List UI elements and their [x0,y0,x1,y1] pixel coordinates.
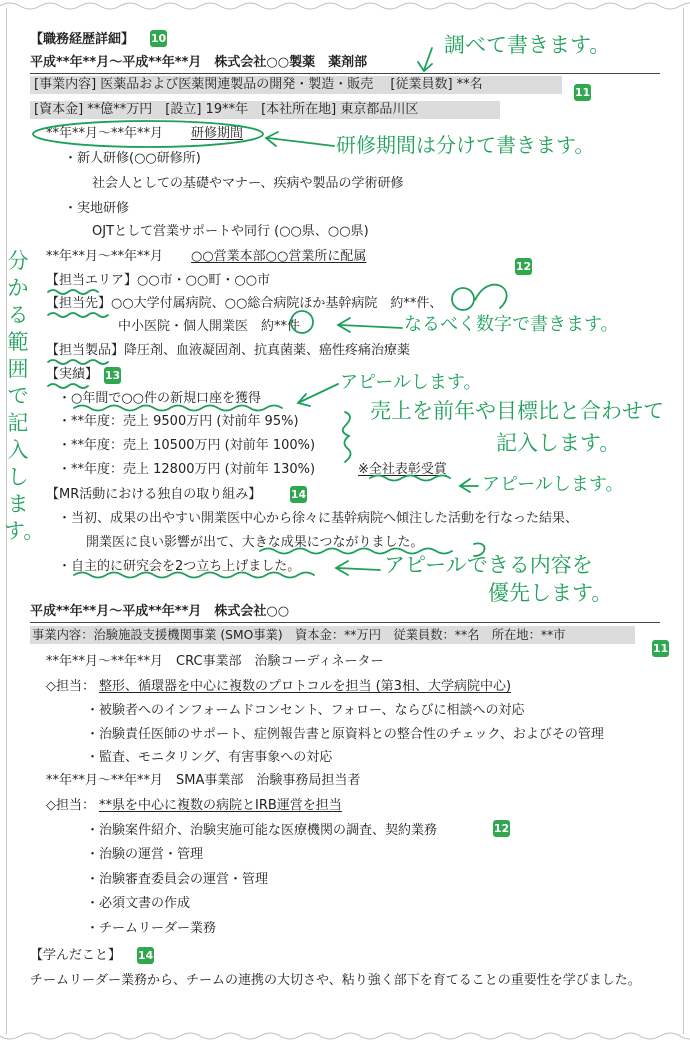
award-note: ※全社表彰受賞 [358,462,447,477]
training-item1-desc: 社会人としての基礎やマナー、疾病や製品の学術研修 [92,176,404,191]
company1-info-row2: [資本金] **億**万円 [設立] 19**年 [本社所在地] 東京都品川区 [30,101,500,119]
note-sales2: 記入します。 [496,431,621,455]
role1: **年**月～**年**月 CRC事業部 治験コーディネーター [46,654,384,669]
duty2-item: ・治験審査委員会の運営・管理 [86,872,269,887]
duty1: 整形、循環器を中心に複数のプロトコルを担当 (第3相、大学病院中心) [99,679,512,694]
duty2-item: ・治験の運営・管理 [86,847,204,862]
result-item: ・**年度：売上 10500万円 (対前年 100%) [58,438,316,453]
duty2-item: ・必須文書の作成 [86,896,191,911]
training-item1: ・新人研修(○○研修所) [64,151,201,166]
note-numbers: なるべく数字で書きます。 [404,314,619,335]
note-training: 研修期間は分けて書きます。 [336,133,595,157]
clients-line2: 中小医院・個人開業医 約**件 [118,319,301,334]
duty1-item: ・治験責任医師のサポート、症例報告書と原資料との整合性のチェック、およびその管理 [86,727,604,742]
mr-label: 【MR活動における独自の取り組み】 [46,487,262,502]
assignment-period: **年**月～**年**月 [46,249,164,264]
role2: **年**月～**年**月 SMA事業部 治験事務局担当者 [46,773,361,788]
duty2: **県を中心に複数の病院とIRB運営を担当 [99,798,342,813]
clients-line1: 【担当先】○○大学付属病院、○○総合病院ほか基幹病院 約**件、 [46,296,443,311]
duty2-label: ◇担当： [46,798,95,813]
badge-14: 14 [137,949,154,962]
training-period: **年**月～**年**月 [46,126,164,141]
company1-period: 平成**年**月～平成**年**月 株式会社○○製薬 薬剤部 [30,55,368,70]
mr-item: ・当初、成果の出やすい開業医中心から徐々に基幹病院へ傾注した活動を行なった結果、 [58,511,579,526]
badge-10: 10 [150,32,167,45]
learned-text: チームリーダー業務から、チームの連携の大切さや、粘り強く部下を育てることの重要性を学びました。 [30,973,641,988]
note-appeal2: アピールします。 [482,474,624,495]
area-line: 【担当エリア】○○市・○○町・○○市 [46,273,271,288]
assignment-label: ○○営業本部○○営業所に配属 [191,249,367,264]
company2-info: 事業内容：治験施設支援機関事業 (SMO事業) 資本金：**万円 従業員数：**名 所在地：**市 [30,626,635,644]
company2-period: 平成**年**月～平成**年**月 株式会社○○ [30,604,290,619]
badge-12: 12 [493,822,510,835]
badge-12: 12 [515,260,532,273]
learned-label: 【学んだこと】 [30,948,122,963]
training-item2: ・実地研修 [64,201,130,216]
section-heading: 【職務経歴詳細】 [30,32,135,47]
results-label: 【実績】 [46,367,99,382]
duty1-label: ◇担当： [46,679,95,694]
note-research: 調べて書きます。 [444,33,611,57]
note-priority2: 優先します。 [488,581,613,605]
note-sales1: 売上を前年や目標比と合わせて [370,399,664,423]
badge-11: 11 [574,86,591,99]
note-priority1: アピールできる内容を [384,553,593,577]
mr-item: ・自主的に研究会を2つ立ち上げました。 [58,559,301,574]
result-item: ・**年度：売上 9500万円 (対前年 95%) [58,414,299,429]
badge-13: 13 [104,369,121,382]
result-item: ・**年度：売上 12800万円 (対前年 130%) [58,462,316,477]
training-label: 研修期間 [191,126,244,141]
training-item2-desc: OJTとして営業サポートや同行 (○○県、○○県) [92,224,369,239]
note-appeal1: アピールします。 [340,372,482,393]
mr-item-cont: 開業医に良い影響が出て、大きな成果につながりました。 [86,535,424,550]
duty2-item: ・治験案件紹介、治験実施可能な医療機関の調査、契約業務 [86,823,438,838]
duty1-item: ・監査、モニタリング、有害事象への対応 [86,750,333,765]
badge-14: 14 [290,488,307,501]
company1-info-row1: [事業内容] 医薬品および医薬関連製品の開発・製造・販売 [従業員数] **名 [30,76,562,94]
badge-11: 11 [652,642,669,655]
note-known-range: 分かる範囲で記入します。 [4,249,45,543]
products-line: 【担当製品】降圧剤、血液凝固剤、抗真菌薬、癌性疼痛治療薬 [46,343,411,358]
duty1-item: ・被験者へのインフォームドコンセント、フォロー、ならびに相談への対応 [86,703,525,718]
duty2-item: ・チームリーダー業務 [86,921,217,936]
result-item: ・○年間で○○件の新規口座を獲得 [58,391,262,406]
